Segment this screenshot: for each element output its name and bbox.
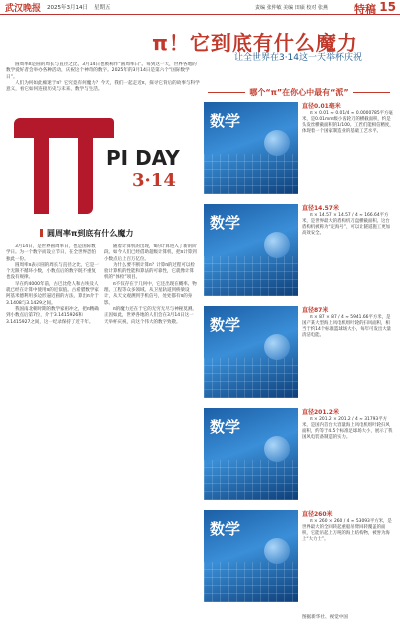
card-body: π × 260 × 260 / 4 ≈ 53093平方米，是世界最大的全回转起重船吊臂回转覆盖的面积，它能吊起上万吨的海上结构物，被誉为海上“大力士”。 [302, 519, 392, 543]
page-number: 15 [379, 0, 396, 14]
card-heading: 直径14.57米 [302, 205, 339, 212]
card-heading: 直径201.2米 [302, 409, 339, 416]
newspaper-brand: 武汉晚报 [5, 3, 42, 14]
pi-symbol-bar [14, 118, 114, 138]
card-body: π × 0.01 ≈ 0.01/4 ≈ 0.0000785平方毫米，是0.01mm级小齿轮刀的横截面积，约是头发丝横截面积的1/100。工匠们能相信精度，体现着一个国家制造业的基础工艺水平。 [302, 111, 394, 135]
issue-weekday: 星期五 [94, 5, 111, 11]
card-text [302, 408, 394, 502]
card-text [302, 204, 394, 298]
page-header [0, 0, 400, 15]
body-paragraph: π不仅存在于几何中，它还出现在概率、物理、工程等众多领域。从卫星轨道到桥梁设计，从天文观测到手机信号，处处都有π的身影。 [104, 281, 197, 306]
sidebar-header: 哪个“π”在你心中最有“派” [204, 86, 394, 98]
article-title: π！它到底有什么魔力 [152, 31, 358, 55]
issue-date: 2025年3月14日 [47, 5, 89, 11]
body-paragraph: 3月14日，是世界圆周率日，也是国际数学日。为一个数字而设立节日，在全世界恐怕独此一份。 [6, 244, 96, 262]
body-paragraph: 我国南北朝时期的数学家祖冲之，把π精确到小数点后第7位，介于3.1415926和3.1415927之间，这一纪录保持了近千年。 [6, 306, 99, 325]
sidebar-card [204, 510, 394, 610]
body-paragraph: π的魔力还在于它的无穷无尽与神秘莫测。正因如此，世界各地的人们会在3月14日这一天举杯庆祝，向这个伟大的数字致敬。 [104, 306, 197, 325]
body-column-2 [104, 244, 198, 624]
card-body: π × 14.57 × 14.57 / 4 ≈ 166.64平方米，是世界最大的盾构机刀盘横截面积。这台盾构机被称为“定海号”，可以让隧道施工更加高效安全。 [302, 213, 390, 237]
card-image-label: 数学 [210, 112, 241, 130]
intro-paragraph: 人们为何如此痴迷于π？它究竟有何魔力？今天，我们一起走近π，探寻它背后的故事与科学意义，看它如何连接历史与未来、数学与生活。 [6, 80, 200, 93]
card-image-label: 数学 [210, 214, 241, 232]
card-heading: 直径87米 [302, 307, 329, 314]
body-column-1 [6, 244, 100, 624]
intro-paragraph: 圆周率π是圆的周长与直径之比，3月14日也被称作“圆周率日”。每到这一天，世界各地的数学爱好者会举办各种活动，庆祝这个神奇的数字。2025年的3月14日是第六个“国际数学日”。 [6, 62, 197, 80]
card-heading: 直径0.01毫米 [302, 103, 341, 110]
card-text [302, 102, 394, 196]
card-heading: 直径260米 [302, 511, 333, 518]
section-name: 特稿 [354, 3, 376, 16]
card-image-label: 数学 [210, 316, 241, 334]
card-text [302, 510, 394, 608]
card-illustration [204, 408, 298, 500]
image-credits: 图据新华社、视觉中国 [302, 615, 348, 620]
sidebar-card [204, 408, 394, 504]
section-caption: 圆周率π到底有什么魔力 [40, 228, 133, 239]
pi-day-text: PI DAY [106, 146, 180, 170]
card-image-label: 数学 [210, 418, 241, 436]
card-body: π × 87 × 87 / 4 ≈ 5941.66平方米，是国产某大型海上风电机组叶轮的扫风面积，相当于约14个标准篮球场大小，每年可发出大量清洁电能。 [302, 315, 392, 339]
body-paragraph: 圆周率π表示圆的周长与直径之比，它是一个无限不循环小数，小数点后的数字既不重复也没有规律。 [6, 262, 99, 281]
article-intro [6, 62, 200, 116]
pi-day-date: 3·14 [132, 170, 176, 191]
card-image-label: 数学 [210, 520, 241, 538]
pi-symbol-leg [78, 134, 93, 214]
body-paragraph: 随着计算机的出现，π的计算进入了新的阶段。如今人们已经借助超级计算机，把π计算到小数点后上百万亿位。 [104, 244, 197, 262]
body-paragraph: 为什么要不断计算π？计算π的过程可以检验计算机的性能和算法的可靠性，它就像计算机的“体检”项目。 [104, 262, 195, 281]
card-body: π × 201.2 × 201.2 / 4 ≈ 31793平方米，是国内首台大容量海上风电机组叶轮扫风面积，约等于4.5个标准足球场大小，展示了我国风电装备制造的实力。 [302, 417, 393, 441]
pi-day-graphic [14, 118, 189, 218]
card-text [302, 306, 394, 400]
body-paragraph: 早在约4000年前，古巴比伦人和古埃及人就已经在计算中使用π的近似值。古希腊数学家阿基米德利用多边形逼近圆的方法，算出π介于3.1408与3.1429之间。 [6, 281, 99, 306]
card-illustration [204, 510, 298, 602]
sidebar-card [204, 204, 394, 300]
card-illustration [204, 306, 298, 398]
pi-symbol-leg [34, 134, 49, 214]
editor-credits: 责编 张仲敏 美编 田硕 校对 张燕 [255, 5, 328, 11]
sidebar-card [204, 306, 394, 402]
article-subtitle: 让全世界在3·14这一天举杯庆祝 [233, 53, 363, 63]
card-illustration [204, 204, 298, 296]
sidebar-card [204, 102, 394, 198]
card-illustration [204, 102, 298, 194]
